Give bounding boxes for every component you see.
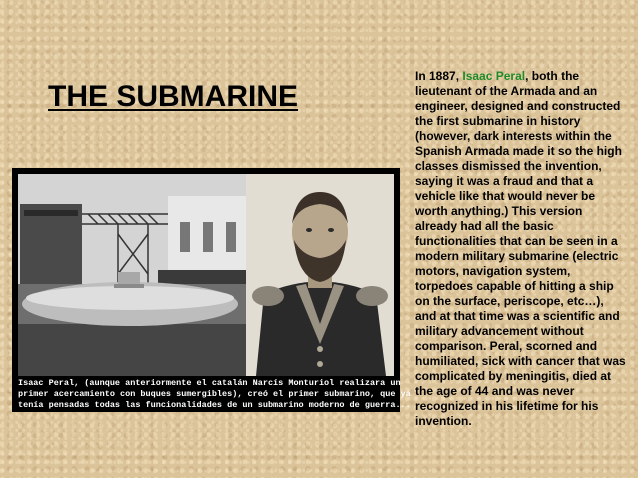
body-prefix: In 1887,	[415, 69, 463, 83]
body-paragraph	[415, 69, 627, 429]
photo-panel	[12, 168, 411, 412]
portrait-illustration	[246, 174, 394, 376]
caption-line: primer acercamiento con buques sumergibles), creó el primer submarino, que ya	[18, 389, 411, 399]
highlighted-name: Isaac Peral	[462, 69, 526, 83]
body-rest: , both the lieutenant of the Armada and an engineer, designed and constructed the first submarine in history (however, dark interests within the Spanish Armada made it so the high classes dismissed the invention, saying it was a fraud and that a vehicle like that would never be worth anything.) This version already had all the basic functionalities that can be seen in a modern military submarine (electric motors, navigation system, torpedoes capable of hitting a ship on the surface, periscope, etc…), and at that time was a scientific and military advancement without comparison. Peral, scorned and humiliated, sick with cancer that was complicated by meningitis, died at the age of 44 and was never recognized in his lifetime for his invention.	[415, 69, 626, 428]
portrait-photo	[246, 174, 394, 376]
photo-caption	[18, 378, 411, 411]
caption-line: Isaac Peral, (aunque anteriormente el catalán Narcís Monturiol realizara un	[18, 378, 401, 388]
submarine-illustration	[18, 174, 246, 376]
slide-title: THE SUBMARINE	[48, 80, 299, 113]
caption-line: tenía pensadas todas las funcionalidades de un submarino moderno de guerra...	[18, 400, 411, 410]
submarine-photo	[18, 174, 246, 376]
